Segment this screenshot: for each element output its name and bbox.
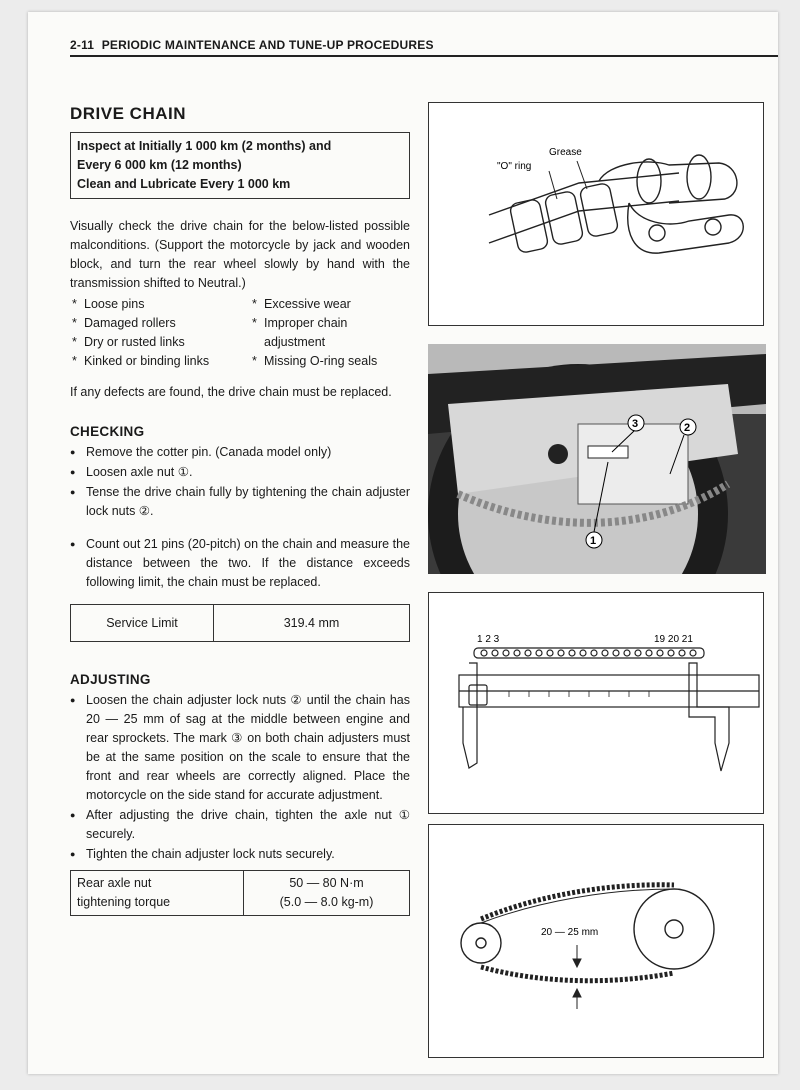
- chain-sag-figure: [428, 824, 764, 1058]
- o-ring-label: "O" ring: [497, 161, 532, 172]
- torque-label: tightening torque: [77, 895, 171, 909]
- torque-label: Rear axle nut: [77, 876, 152, 890]
- adjusting-step: ● After adjusting the drive chain, tighten the axle nut ① securely.: [70, 806, 410, 844]
- torque-value: (5.0 — 8.0 kg-m): [279, 895, 374, 909]
- malconditions-list: [70, 295, 410, 371]
- checking-step: ● Tense the drive chain fully by tightening the chain adjuster lock nuts ②.: [70, 483, 410, 521]
- inspection-interval-box: [70, 132, 410, 199]
- count-step: ● Count out 21 pins (20-pitch) on the chain and measure the distance between the two. If the distance exceeds following limit, the chain must be replaced.: [70, 535, 410, 592]
- section-heading-checking: CHECKING: [70, 424, 145, 439]
- chain-sag-diagram: [429, 825, 763, 1057]
- rear-wheel-photo: [428, 344, 766, 574]
- chain-length-caliper-figure: [428, 592, 764, 814]
- page-header: [70, 38, 778, 57]
- count-step-list: [70, 535, 410, 592]
- adjusting-step: ● Loosen the chain adjuster lock nuts ② until the chain has 20 — 25 mm of sag at the middle between engine and rear sprockets. The mark ③ on both chain adjusters must be at the same position on the scale to ensure that the front and rear wheels are correctly aligned. Place the motorcycle on the side stand for accurate adjustment.: [70, 691, 410, 805]
- intro-paragraph: Visually check the drive chain for the below-listed possible malconditions. (Support the motorcycle by jack and wooden block, and turn the rear wheel slowly by hand with the transmission shifted to Neutral.): [70, 219, 410, 290]
- condition-item: * Missing O-ring seals: [250, 352, 410, 371]
- torque-value-cell: [244, 871, 410, 916]
- torque-label-cell: [71, 871, 244, 916]
- grease-label: Grease: [549, 147, 582, 158]
- torque-table: [70, 870, 410, 916]
- adjusting-step: ● Tighten the chain adjuster lock nuts securely.: [70, 845, 410, 864]
- service-limit-table: [70, 604, 410, 642]
- checking-step: ● Loosen axle nut ①.: [70, 463, 410, 482]
- page-header-title: PERIODIC MAINTENANCE AND TUNE-UP PROCEDURES: [101, 38, 434, 52]
- inspection-line: Every 6 000 km (12 months): [77, 158, 242, 172]
- inspection-line: Inspect at Initially 1 000 km (2 months) and: [77, 139, 332, 153]
- inspection-line: Clean and Lubricate Every 1 000 km: [77, 177, 291, 191]
- service-limit-value: 319.4 mm: [214, 605, 410, 642]
- callout-1: 1: [590, 535, 597, 547]
- manual-page: [28, 12, 778, 1074]
- callout-2: 2: [684, 422, 691, 434]
- o-ring-chain-diagram: [429, 103, 763, 325]
- o-ring-chain-figure: [428, 102, 764, 326]
- service-limit-label: Service Limit: [71, 605, 214, 642]
- pin-labels-left: 1 2 3: [477, 634, 500, 645]
- section-heading-drive-chain: DRIVE CHAIN: [70, 104, 187, 123]
- condition-item: * Improper chain adjustment: [250, 314, 410, 352]
- callout-3: 3: [632, 418, 639, 430]
- condition-item: * Dry or rusted links: [70, 333, 250, 352]
- adjusting-steps: [70, 691, 410, 864]
- caliper-diagram: [429, 593, 763, 813]
- section-heading-adjusting: ADJUSTING: [70, 672, 151, 687]
- checking-steps: [70, 443, 410, 521]
- rear-wheel-photo-illustration: [428, 344, 766, 574]
- condition-item: * Damaged rollers: [70, 314, 250, 333]
- torque-value: 50 — 80 N·m: [289, 876, 364, 890]
- condition-item: * Excessive wear: [250, 295, 410, 314]
- sag-label: 20 — 25 mm: [541, 927, 599, 938]
- checking-step: ● Remove the cotter pin. (Canada model only): [70, 443, 410, 462]
- condition-item: * Kinked or binding links: [70, 352, 250, 371]
- defects-note: If any defects are found, the drive chain must be replaced.: [70, 385, 392, 399]
- page-number: 2-11: [70, 38, 95, 52]
- text-column: [70, 104, 410, 916]
- pin-labels-right: 19 20 21: [654, 634, 693, 645]
- condition-item: * Loose pins: [70, 295, 250, 314]
